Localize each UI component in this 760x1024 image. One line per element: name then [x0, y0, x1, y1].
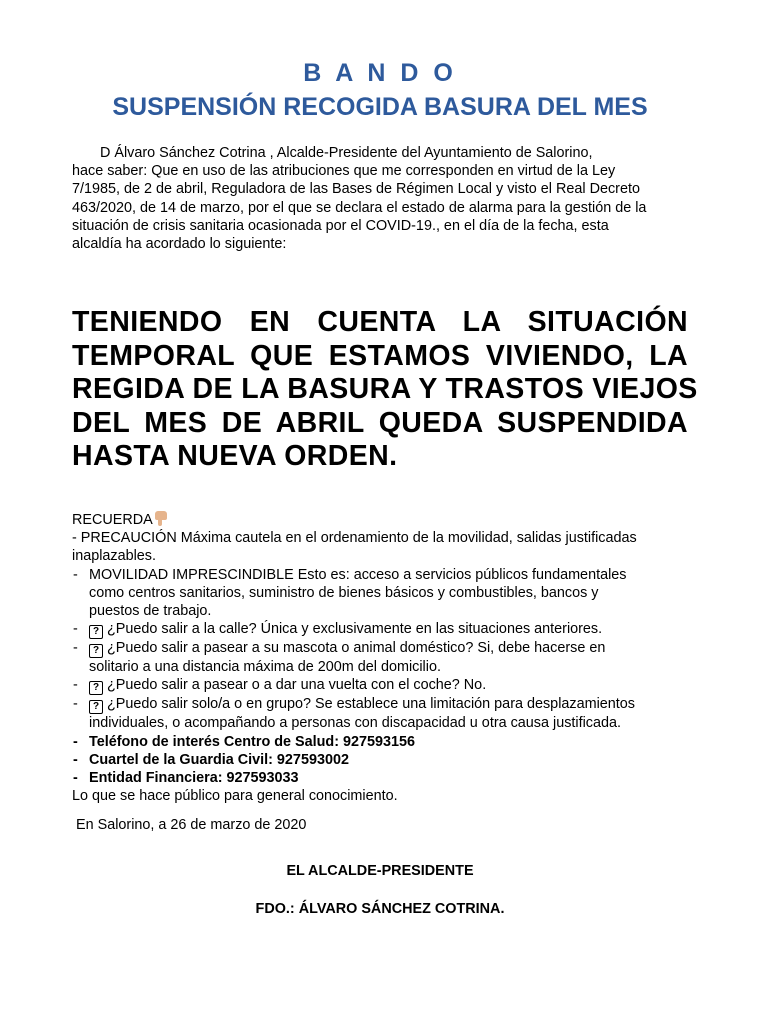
precaucion-line: inaplazables.: [72, 548, 157, 565]
list-item: [72, 676, 702, 695]
question-box-icon: ?: [89, 681, 103, 695]
movilidad-line: MOVILIDAD IMPRESCINDIBLE Esto es: acceso a servicios públicos fundamentales: [89, 566, 627, 583]
list-item: [72, 620, 702, 639]
list-item: [72, 695, 702, 732]
intro-line: hace saber: Que en uso de las atribuciones que me corresponden en virtud de la Ley: [72, 163, 616, 180]
precaucion-item: [72, 529, 702, 565]
intro-line: 7/1985, de 2 de abril, Reguladora de las Bases de Régimen Local y visto el Real Decreto: [72, 181, 640, 198]
list-dash: -: [73, 566, 78, 583]
announcement-line: REGIDA DE LA BASURA Y TRASTOS VIEJOS: [72, 373, 698, 405]
question-box-icon: ?: [89, 625, 103, 639]
phone-text: Teléfono de interés Centro de Salud: 927593156: [89, 733, 416, 750]
pointing-down-hand-icon: [155, 511, 167, 526]
main-announcement: [72, 306, 698, 474]
question-text: ¿Puedo salir solo/a o en grupo? Se establece una limitación para desplazamientos: [107, 696, 635, 713]
bando-title: B A N D O: [303, 59, 457, 87]
announcement-line: TENIENDO EN CUENTA LA SITUACIÓN: [72, 306, 688, 338]
place-and-date: En Salorino, a 26 de marzo de 2020: [76, 817, 307, 833]
list-dash: -: [73, 640, 78, 657]
list-dash: -: [73, 733, 78, 750]
recuerda-heading: [72, 511, 702, 529]
list-item: [72, 639, 702, 676]
announcement-line: HASTA NUEVA ORDEN.: [72, 440, 398, 472]
phone-item: [72, 733, 702, 751]
phone-text: Cuartel de la Guardia Civil: 927593002: [89, 751, 349, 768]
list-dash: -: [73, 677, 78, 694]
phone-item: [72, 751, 702, 769]
phone-text: Entidad Financiera: 927593033: [89, 770, 299, 787]
recuerda-section: [72, 511, 702, 805]
question-text: ¿Puedo salir a pasear o a dar una vuelta con el coche? No.: [107, 677, 487, 694]
question-box-icon: ?: [89, 700, 103, 714]
signature-title: EL ALCALDE-PRESIDENTE: [286, 863, 474, 879]
bando-subtitle: SUSPENSIÓN RECOGIDA BASURA DEL MES: [112, 93, 648, 121]
question-box-icon: ?: [89, 644, 103, 658]
list-dash: -: [73, 621, 78, 638]
intro-line: D Álvaro Sánchez Cotrina , Alcalde-Presidente del Ayuntamiento de Salorino,: [100, 145, 593, 161]
precaucion-line: - PRECAUCIÓN Máxima cautela en el ordenamiento de la movilidad, salidas justificadas: [72, 530, 637, 547]
intro-line: 463/2020, de 14 de marzo, por el que se declara el estado de alarma para la gestión de la: [72, 199, 647, 216]
signature-name: FDO.: ÁLVARO SÁNCHEZ COTRINA.: [255, 901, 505, 917]
list-item: [72, 566, 702, 621]
list-dash: -: [73, 770, 78, 787]
list-dash: -: [73, 696, 78, 713]
question-text: ¿Puedo salir a pasear a su mascota o animal doméstico? Si, debe hacerse en: [107, 640, 606, 657]
phone-item: [72, 769, 702, 787]
intro-line: situación de crisis sanitaria ocasionada por el COVID-19., en el día de la fecha, esta: [72, 217, 609, 234]
question-text: solitario a una distancia máxima de 200m del domicilio.: [89, 659, 441, 676]
announcement-line: TEMPORAL QUE ESTAMOS VIVIENDO, LA: [72, 339, 688, 372]
recuerda-label: RECUERDA: [72, 512, 153, 528]
movilidad-line: puestos de trabajo.: [89, 603, 212, 620]
question-text: ¿Puedo salir a la calle? Única y exclusivamente en las situaciones anteriores.: [107, 621, 603, 638]
closing-statement: Lo que se hace público para general conocimiento.: [72, 788, 398, 805]
announcement-line: DEL MES DE ABRIL QUEDA SUSPENDIDA: [72, 406, 688, 439]
list-dash: -: [73, 751, 78, 768]
movilidad-line: como centros sanitarios, suministro de bienes básicos y combustibles, bancos y: [89, 584, 599, 601]
question-text: individuales, o acompañando a personas con discapacidad u otra causa justificada.: [89, 715, 621, 732]
intro-paragraph: [72, 144, 692, 253]
intro-line: alcaldía ha acordado lo siguiente:: [72, 236, 287, 253]
